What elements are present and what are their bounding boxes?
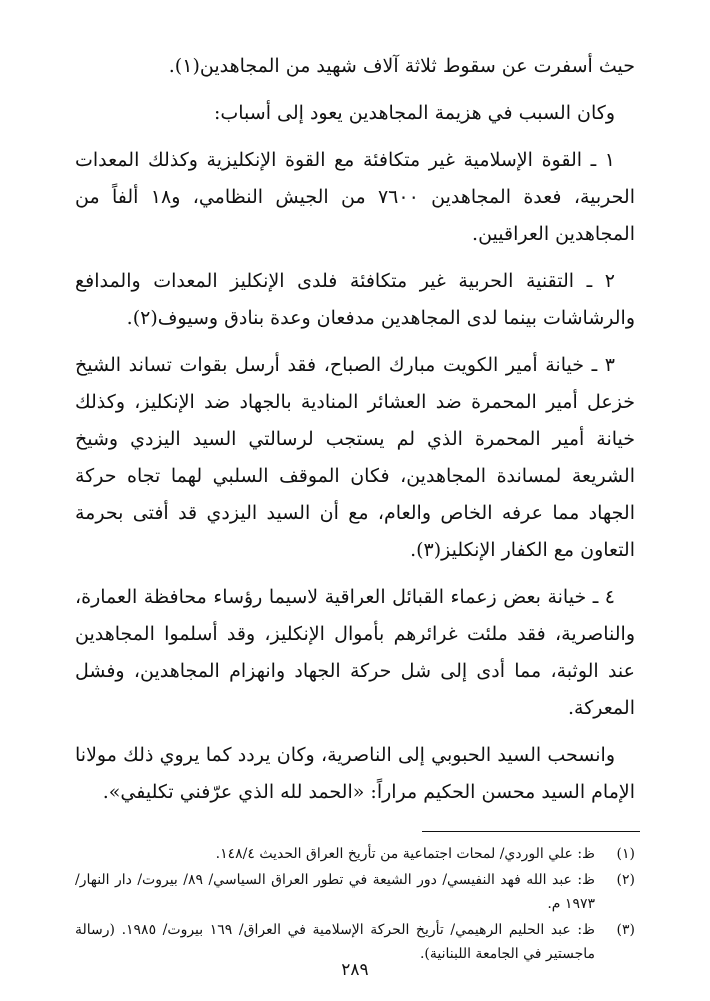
footnote-text: ظ: عبد الحليم الرهيمي/ تأريخ الحركة الإسلامية في العراق/ ١٦٩ بيروت/ ١٩٨٥. (رسالة ماجستير في الجامعة اللبنانية).	[75, 922, 595, 962]
paragraph-cause-3: ٣ ـ خيانة أمير الكويت مبارك الصباح، فقد أرسل بقوات تساند الشيخ خزعل أمير المحمرة ضد العشائر المنادية بالجهاد ضد الإنكليز، وكذلك خيانة أمير المحمرة الذي لم يستجب لرسالتي السيد اليزدي وشيخ الشريعة لمساندة المجاهدين، فكان الموقف السلبي لهما تجاه حركة الجهاد مما عرفه الخاص والعام، مع أن السيد اليزدي قد أفتى بحرمة التعاون مع الكفار الإنكليز(٣).	[75, 354, 635, 561]
footnote-1	[75, 842, 635, 866]
paragraph-cause-4: ٤ ـ خيانة بعض زعماء القبائل العراقية لاسيما رؤساء محافظة العمارة، والناصرية، فقد ملئت غرائرهم بأموال الإنكليز، وقد أسلموا المجاهدين عند الوثبة، مما أدى إلى شل حركة الجهاد وانهزام المجاهدين، وفشل المعركة.	[75, 586, 636, 719]
footnote-number: (١)	[616, 846, 635, 862]
footnote-number: (٢)	[616, 872, 635, 888]
paragraph-cause-2: ٢ ـ التقنية الحربية غير متكافئة فلدى الإنكليز المعدات والمدافع والرشاشات بينما لدى المجاهدين مدفعان وعدة بنادق وسيوف(٢).	[75, 270, 635, 329]
paragraph-causes-intro: وكان السبب في هزيمة المجاهدين يعود إلى أسباب:	[213, 102, 615, 124]
footnote-divider	[422, 831, 640, 832]
paragraph-intro: حيث أسفرت عن سقوط ثلاثة آلاف شهيد من المجاهدين(١).	[168, 55, 635, 77]
page-number: ٢٨٩	[341, 960, 369, 980]
page-content	[75, 48, 635, 968]
paragraph-closing: وانسحب السيد الحبوبي إلى الناصرية، وكان يردد كما يروي ذلك مولانا الإمام السيد محسن الحكيم مراراً: «الحمد لله الذي عرّفني تكليفي».	[75, 744, 635, 803]
paragraph-cause-1: ١ ـ القوة الإسلامية غير متكافئة مع القوة الإنكليزية وكذلك المعدات الحربية، فعدة المجاهدين ٧٦٠٠ من الجيش النظامي، و١٨ ألفاً من المجاهدين العراقيين.	[75, 149, 635, 245]
footnote-text: ظ: علي الوردي/ لمحات اجتماعية من تأريخ العراق الحديث ١٤٨/٤.	[215, 846, 595, 862]
footnote-number: (٣)	[616, 922, 635, 938]
footnote-3	[75, 918, 635, 966]
footnote-2	[75, 868, 635, 916]
footnote-text: ظ: عبد الله فهد النفيسي/ دور الشيعة في تطور العراق السياسي/ ٨٩/ بيروت/ دار النهار/ ١٩٧٣ م.	[75, 872, 595, 912]
